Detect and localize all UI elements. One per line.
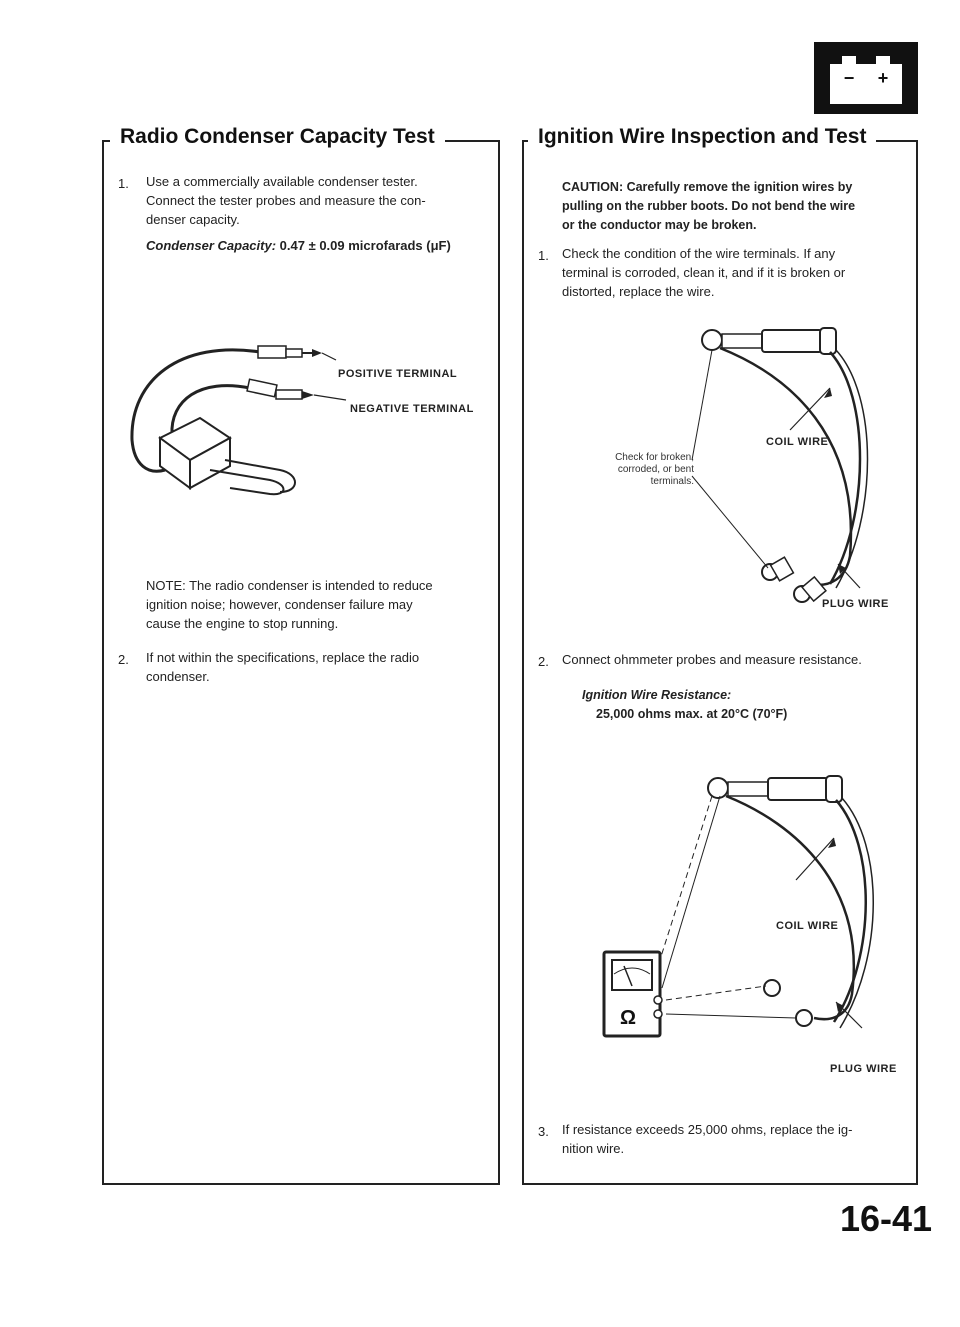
ohmmeter-test-diagram xyxy=(600,766,910,1066)
resistance-value: 25,000 ohms max. at 20°C (70°F) xyxy=(596,707,788,721)
plug-wire-label-2: PLUG WIRE xyxy=(830,1063,897,1075)
coil-wire-label-1: COIL WIRE xyxy=(766,436,829,448)
right-step3-number: 3. xyxy=(538,1124,549,1139)
check-note-line1: Check for broken, xyxy=(615,452,694,463)
resistance-label: Ignition Wire Resistance: xyxy=(582,688,732,702)
condenser-note xyxy=(146,576,433,633)
note-line1: NOTE: The radio condenser is intended to reduce xyxy=(146,578,433,593)
right-step1-line2: terminal is corroded, clean it, and if it is broken or xyxy=(562,265,846,280)
caution-line1: CAUTION: Carefully remove the ignition wires by xyxy=(562,180,853,194)
condenser-capacity-value: 0.47 ± 0.09 microfarads (μF) xyxy=(279,238,451,253)
ignition-wire-resistance-spec xyxy=(582,686,787,724)
left-step1-text xyxy=(146,172,426,229)
check-note-line3: terminals. xyxy=(650,476,694,487)
caution-line2: pulling on the rubber boots. Do not bend the wire xyxy=(562,199,856,213)
right-step2-text: Connect ohmmeter probes and measure resistance. xyxy=(562,652,862,667)
left-step2-text xyxy=(146,648,419,686)
ignition-wire-title: Ignition Wire Inspection and Test xyxy=(528,124,876,150)
right-step3-line1: If resistance exceeds 25,000 ohms, replace the ig- xyxy=(562,1122,853,1137)
right-step2-number: 2. xyxy=(538,654,549,669)
left-step2-number: 2. xyxy=(118,652,129,667)
coil-wire-label-2: COIL WIRE xyxy=(776,920,839,932)
condenser-capacity-label: Condenser Capacity: xyxy=(146,238,277,253)
note-line3: cause the engine to stop running. xyxy=(146,616,339,631)
battery-section-icon xyxy=(814,42,918,114)
note-line2: ignition noise; however, condenser failure may xyxy=(146,597,413,612)
plug-wire-label-1: PLUG WIRE xyxy=(822,598,889,610)
right-step3-text xyxy=(562,1120,853,1158)
left-step1-line1: Use a commercially available condenser tester. xyxy=(146,174,418,189)
caution-notice xyxy=(562,178,855,235)
right-step1-text xyxy=(562,244,845,301)
right-step1-number: 1. xyxy=(538,248,549,263)
caution-line3: or the conductor may be broken. xyxy=(562,218,757,232)
condenser-capacity-spec xyxy=(146,236,451,255)
battery-minus-sign: − xyxy=(843,68,855,88)
left-step1-line2: Connect the tester probes and measure the con- xyxy=(146,193,426,208)
right-step1-line3: distorted, replace the wire. xyxy=(562,284,715,299)
positive-terminal-callout: POSITIVE TERMINAL xyxy=(338,368,458,380)
ohmmeter-symbol: Ω xyxy=(619,1007,637,1029)
check-terminals-note xyxy=(594,452,694,488)
left-step1-line3: denser capacity. xyxy=(146,212,240,227)
right-step1-line1: Check the condition of the wire terminals. If any xyxy=(562,246,836,261)
negative-terminal-callout: NEGATIVE TERMINAL xyxy=(350,403,474,415)
left-step1-number: 1. xyxy=(118,176,129,191)
left-step2-line2: condenser. xyxy=(146,669,210,684)
check-note-line2: corroded, or bent xyxy=(617,464,694,475)
page-number: 16-41 xyxy=(840,1198,933,1239)
left-step2-line1: If not within the specifications, replace the radio xyxy=(146,650,420,665)
radio-condenser-diagram xyxy=(120,330,490,510)
radio-condenser-title: Radio Condenser Capacity Test xyxy=(110,124,445,150)
right-step3-line2: nition wire. xyxy=(562,1141,625,1156)
battery-plus-sign: + xyxy=(877,68,889,88)
